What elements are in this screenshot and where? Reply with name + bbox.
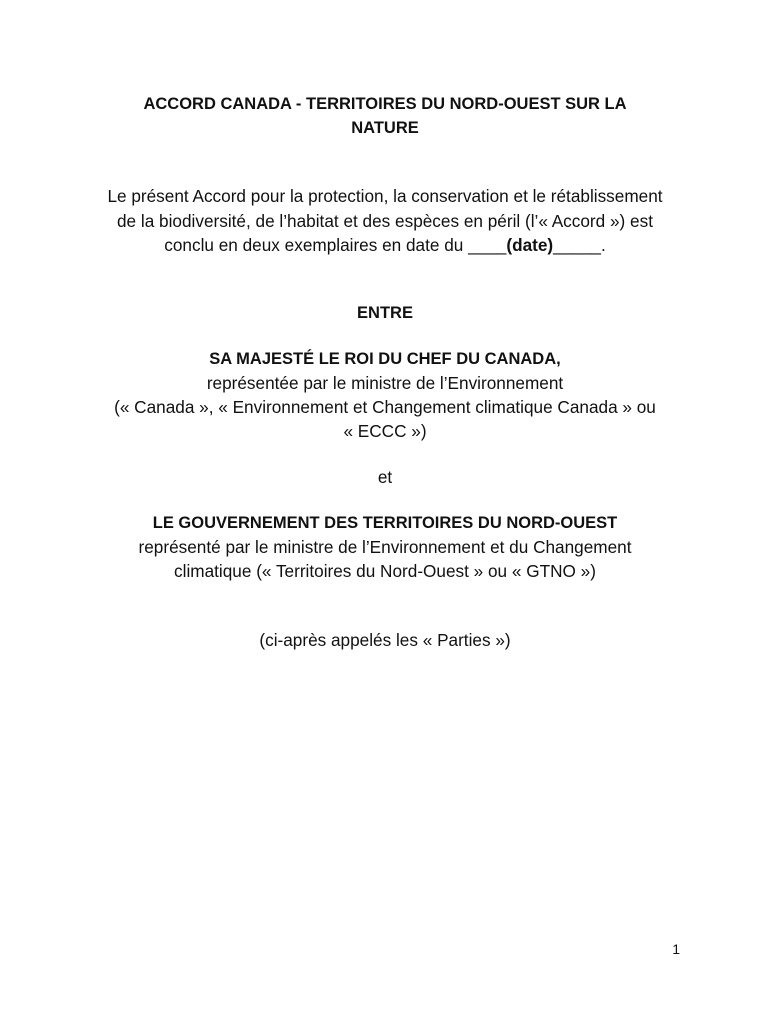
party-gtno-name: LE GOUVERNEMENT DES TERRITOIRES DU NORD-OUEST <box>152 514 618 532</box>
party-canada-line-1: représentée par le ministre de l’Environnement <box>206 373 564 393</box>
intro-paragraph <box>78 184 692 258</box>
title-line-2: NATURE <box>351 119 419 137</box>
date-placeholder: (date) <box>506 235 554 255</box>
party-gtno-line-2: climatique (« Territoires du Nord-Ouest » ou « GTNO ») <box>174 561 596 581</box>
intro-line-3-prefix: conclu en deux exemplaires en date du ____ <box>164 235 507 255</box>
intro-line-3 <box>78 233 692 258</box>
party-gtno <box>70 511 700 583</box>
entre-heading: ENTRE <box>357 304 413 322</box>
party-canada-line-3: « ECCC ») <box>343 421 427 441</box>
intro-line-3-suffix: _____. <box>553 235 606 255</box>
intro-line-1: Le présent Accord pour la protection, la conservation et le rétablissement <box>107 186 663 206</box>
party-canada-line-2: (« Canada », « Environnement et Changement climatique Canada » ou <box>114 397 656 417</box>
party-canada-name: SA MAJESTÉ LE ROI DU CHEF DU CANADA, <box>209 350 561 368</box>
page-number: 1 <box>672 941 680 957</box>
parties-definition: (ci-après appelés les « Parties ») <box>259 630 511 650</box>
intro-line-2: de la biodiversité, de l’habitat et des espèces en péril (l’« Accord ») est <box>117 210 653 231</box>
party-canada <box>70 347 700 443</box>
et-connector: et <box>377 467 393 487</box>
title-line-1: ACCORD CANADA - TERRITOIRES DU NORD-OUEST SUR LA <box>143 95 627 113</box>
document-title <box>85 92 685 140</box>
party-gtno-line-1: représenté par le ministre de l’Environnement et du Changement <box>138 537 632 557</box>
